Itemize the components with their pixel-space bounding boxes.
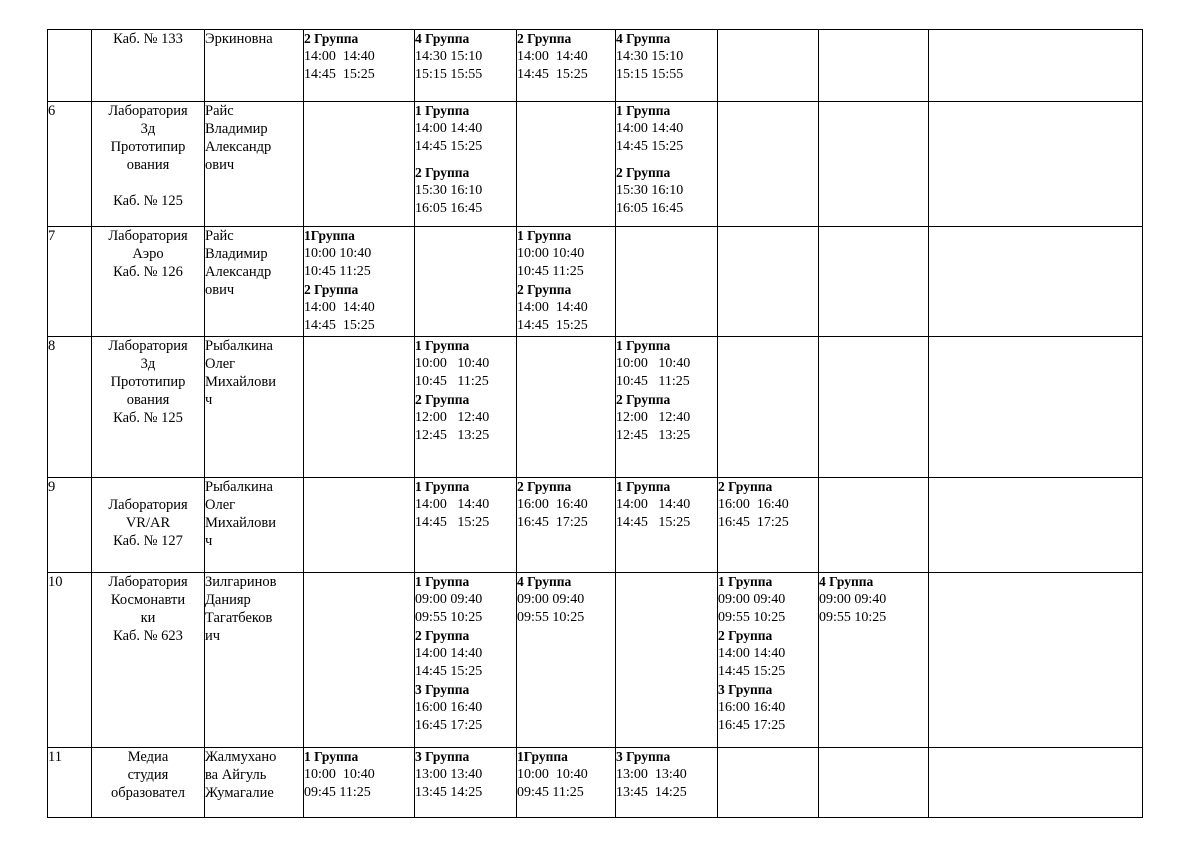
- time-range: 16:45 17:25: [718, 718, 786, 733]
- time-range: 14:00 14:40: [415, 121, 483, 136]
- teacher-cell: [205, 30, 304, 102]
- group-label: 2 Группа: [415, 392, 470, 407]
- group-label: 2 Группа: [304, 31, 359, 46]
- room-line: Каб. № 125: [113, 410, 183, 426]
- time-range: 12:45 13:25: [415, 428, 490, 443]
- group-label: 2 Группа: [415, 628, 470, 643]
- time-range: 14:45 15:25: [517, 67, 588, 82]
- schedule-body: [48, 30, 1143, 818]
- slot-cell: [304, 227, 415, 337]
- teacher-line: Михайлови: [205, 374, 276, 390]
- room-line: Космонавти: [110, 592, 186, 608]
- group-label: 1 Группа: [415, 103, 470, 118]
- row-number: 8: [48, 337, 92, 478]
- teacher-cell: [205, 102, 304, 227]
- group-label: 2 Группа: [415, 165, 470, 180]
- teacher-line: ич: [205, 628, 221, 644]
- group-label: 3 Группа: [616, 749, 671, 764]
- slot-cell: [929, 748, 1143, 818]
- row-number: 10: [48, 573, 92, 748]
- group-label: 3 Группа: [415, 682, 470, 697]
- group-label: 1 Группа: [415, 479, 470, 494]
- group-label: 1 Группа: [718, 574, 773, 589]
- room-line: ования: [126, 157, 170, 173]
- time-range: 12:45 13:25: [616, 428, 691, 443]
- time-range: 14:45 15:25: [304, 67, 375, 82]
- table-row: [48, 748, 1143, 818]
- slot-cell: [718, 30, 819, 102]
- spacer: [616, 156, 717, 164]
- time-range: 09:00 09:40: [819, 592, 887, 607]
- room-line: студия: [127, 767, 169, 783]
- slot-cell: [819, 30, 929, 102]
- room-line: [92, 478, 204, 496]
- teacher-cell: [205, 337, 304, 478]
- teacher-line: Данияр: [205, 592, 251, 608]
- time-range: 16:45 17:25: [415, 718, 483, 733]
- time-range: 16:00 16:40: [718, 700, 786, 715]
- group-label: 2 Группа: [616, 392, 671, 407]
- slot-cell: [718, 102, 819, 227]
- slot-cell: [517, 227, 616, 337]
- room-line: ования: [126, 392, 170, 408]
- teacher-line: Олег: [205, 356, 236, 372]
- group-label: 2 Группа: [718, 479, 773, 494]
- group-label: 4 Группа: [517, 574, 572, 589]
- room-line: Прототипир: [110, 374, 186, 390]
- slot-cell: [304, 337, 415, 478]
- room-line: Лаборатория: [108, 574, 188, 590]
- time-range: 10:00 10:40: [517, 246, 585, 261]
- slot-cell: [718, 227, 819, 337]
- teacher-line: Александр: [205, 264, 272, 280]
- table-row: [48, 30, 1143, 102]
- time-range: 10:00 10:40: [304, 246, 372, 261]
- slot-cell: [929, 227, 1143, 337]
- slot-cell: [819, 227, 929, 337]
- time-range: 14:30 15:10: [616, 49, 684, 64]
- time-range: 13:00 13:40: [616, 767, 687, 782]
- teacher-line: Жалмухано: [205, 749, 277, 765]
- time-range: 14:45 15:25: [517, 318, 588, 333]
- teacher-line: Зилгаринов: [205, 574, 277, 590]
- room-line: Медиа: [127, 749, 169, 765]
- teacher-cell: [205, 573, 304, 748]
- room-line: Каб. № 125: [113, 193, 183, 209]
- slot-cell: [616, 478, 718, 573]
- slot-cell: [517, 102, 616, 227]
- room-cell: [92, 573, 205, 748]
- teacher-line: Олег: [205, 497, 236, 513]
- teacher-line: Райс: [205, 228, 234, 244]
- row-number: 6: [48, 102, 92, 227]
- table-row: [48, 573, 1143, 748]
- time-range: 14:30 15:10: [415, 49, 483, 64]
- time-range: 09:55 10:25: [415, 610, 483, 625]
- teacher-line: ович: [205, 282, 235, 298]
- time-range: 14:45 15:25: [415, 139, 483, 154]
- group-label: 1Группа: [517, 749, 568, 764]
- teacher-line: Райс: [205, 103, 234, 119]
- teacher-cell: [205, 227, 304, 337]
- time-range: 14:45 15:25: [415, 515, 490, 530]
- time-range: 10:00 10:40: [517, 767, 588, 782]
- time-range: 10:00 10:40: [304, 767, 375, 782]
- time-range: 10:00 10:40: [415, 356, 490, 371]
- slot-cell: [718, 478, 819, 573]
- slot-cell: [819, 573, 929, 748]
- group-label: 2 Группа: [517, 31, 572, 46]
- slot-cell: [616, 227, 718, 337]
- slot-cell: [415, 30, 517, 102]
- slot-cell: [616, 30, 718, 102]
- group-label: 1 Группа: [616, 479, 671, 494]
- row-number: [48, 30, 92, 102]
- row-number: 7: [48, 227, 92, 337]
- time-range: 09:00 09:40: [718, 592, 786, 607]
- slot-cell: [616, 573, 718, 748]
- room-line: Лаборатория: [108, 228, 188, 244]
- slot-cell: [415, 102, 517, 227]
- time-range: 15:15 15:55: [616, 67, 684, 82]
- time-range: 10:00 10:40: [616, 356, 691, 371]
- time-range: 14:00 14:40: [304, 49, 375, 64]
- teacher-line: Эркиновна: [205, 31, 273, 47]
- slot-cell: [819, 748, 929, 818]
- slot-cell: [616, 748, 718, 818]
- group-label: 1 Группа: [616, 338, 671, 353]
- slot-cell: [304, 30, 415, 102]
- time-range: 14:00 14:40: [517, 300, 588, 315]
- slot-cell: [616, 102, 718, 227]
- room-line: Лаборатория: [108, 338, 188, 354]
- room-line: Каб. № 127: [113, 533, 183, 549]
- group-label: 1Группа: [304, 228, 355, 243]
- time-range: 13:45 14:25: [616, 785, 687, 800]
- slot-cell: [718, 337, 819, 478]
- time-range: 09:45 11:25: [517, 785, 584, 800]
- row-number: 9: [48, 478, 92, 573]
- teacher-line: Рыбалкина: [205, 479, 273, 495]
- room-cell: [92, 478, 205, 573]
- time-range: 14:00 14:40: [517, 49, 588, 64]
- teacher-line: Тагатбеков: [205, 610, 273, 626]
- slot-cell: [517, 30, 616, 102]
- group-label: 2 Группа: [517, 479, 572, 494]
- slot-cell: [929, 30, 1143, 102]
- time-range: 13:45 14:25: [415, 785, 483, 800]
- schedule-table: [47, 29, 1143, 818]
- teacher-cell: [205, 748, 304, 818]
- slot-cell: [517, 337, 616, 478]
- time-range: 14:00 14:40: [616, 497, 691, 512]
- time-range: 10:45 11:25: [304, 264, 371, 279]
- teacher-cell: [205, 478, 304, 573]
- slot-cell: [819, 478, 929, 573]
- time-range: 09:55 10:25: [517, 610, 585, 625]
- time-range: 13:00 13:40: [415, 767, 483, 782]
- time-range: 15:30 16:10: [415, 183, 483, 198]
- slot-cell: [718, 748, 819, 818]
- time-range: 14:00 14:40: [616, 121, 684, 136]
- slot-cell: [415, 748, 517, 818]
- room-line: 3д: [140, 121, 156, 137]
- time-range: 16:45 17:25: [517, 515, 588, 530]
- time-range: 14:00 14:40: [304, 300, 375, 315]
- room-line: Лаборатория: [108, 497, 188, 513]
- group-label: 1 Группа: [415, 574, 470, 589]
- room-cell: [92, 227, 205, 337]
- teacher-line: ва Айгуль: [205, 767, 267, 783]
- time-range: 12:00 12:40: [616, 410, 691, 425]
- room-cell: [92, 748, 205, 818]
- time-range: 16:05 16:45: [616, 201, 684, 216]
- slot-cell: [929, 102, 1143, 227]
- time-range: 14:45 15:25: [415, 664, 483, 679]
- time-range: 15:30 16:10: [616, 183, 684, 198]
- time-range: 16:05 16:45: [415, 201, 483, 216]
- teacher-line: Александр: [205, 139, 272, 155]
- slot-cell: [819, 337, 929, 478]
- slot-cell: [415, 337, 517, 478]
- teacher-line: ч: [205, 533, 213, 549]
- room-line: Каб. № 126: [113, 264, 183, 280]
- teacher-line: Владимир: [205, 246, 268, 262]
- time-range: 10:45 11:25: [517, 264, 584, 279]
- time-range: 16:45 17:25: [718, 515, 789, 530]
- time-range: 14:45 15:25: [616, 139, 684, 154]
- table-row: [48, 337, 1143, 478]
- slot-cell: [517, 748, 616, 818]
- slot-cell: [517, 573, 616, 748]
- time-range: 09:45 11:25: [304, 785, 371, 800]
- room-line: 3д: [140, 356, 156, 372]
- room-line: Аэро: [132, 246, 164, 262]
- slot-cell: [929, 573, 1143, 748]
- time-range: 14:00 14:40: [718, 646, 786, 661]
- room-line: Каб. № 133: [113, 31, 183, 47]
- teacher-line: Жумагалие: [205, 785, 274, 801]
- room-line: Прототипир: [110, 139, 186, 155]
- time-range: 09:00 09:40: [517, 592, 585, 607]
- room-cell: [92, 102, 205, 227]
- teacher-line: Владимир: [205, 121, 268, 137]
- room-line: VR/AR: [125, 515, 171, 531]
- time-range: 16:00 16:40: [718, 497, 789, 512]
- row-number: 11: [48, 748, 92, 818]
- table-row: [48, 478, 1143, 573]
- time-range: 10:45 11:25: [415, 374, 489, 389]
- teacher-line: ч: [205, 392, 213, 408]
- spacer: [415, 156, 516, 164]
- group-label: 3 Группа: [415, 749, 470, 764]
- group-label: 4 Группа: [415, 31, 470, 46]
- room-line: [92, 174, 204, 192]
- slot-cell: [415, 478, 517, 573]
- room-line: образовател: [111, 785, 185, 801]
- time-range: 09:55 10:25: [819, 610, 887, 625]
- group-label: 1 Группа: [415, 338, 470, 353]
- room-line: Лаборатория: [108, 103, 188, 119]
- room-line: ки: [140, 610, 156, 626]
- room-cell: [92, 337, 205, 478]
- slot-cell: [929, 478, 1143, 573]
- slot-cell: [929, 337, 1143, 478]
- time-range: 14:45 15:25: [616, 515, 691, 530]
- slot-cell: [415, 227, 517, 337]
- slot-cell: [718, 573, 819, 748]
- table-row: [48, 227, 1143, 337]
- group-label: 2 Группа: [616, 165, 671, 180]
- teacher-line: Михайлови: [205, 515, 276, 531]
- time-range: 12:00 12:40: [415, 410, 490, 425]
- group-label: 2 Группа: [517, 282, 572, 297]
- time-range: 15:15 15:55: [415, 67, 483, 82]
- group-label: 2 Группа: [718, 628, 773, 643]
- group-label: 3 Группа: [718, 682, 773, 697]
- time-range: 16:00 16:40: [517, 497, 588, 512]
- time-range: 14:45 15:25: [718, 664, 786, 679]
- group-label: 1 Группа: [517, 228, 572, 243]
- group-label: 1 Группа: [304, 749, 359, 764]
- slot-cell: [304, 102, 415, 227]
- time-range: 10:45 11:25: [616, 374, 690, 389]
- time-range: 09:55 10:25: [718, 610, 786, 625]
- group-label: 4 Группа: [819, 574, 874, 589]
- slot-cell: [819, 102, 929, 227]
- slot-cell: [304, 748, 415, 818]
- slot-cell: [304, 478, 415, 573]
- time-range: 14:00 14:40: [415, 497, 490, 512]
- group-label: 4 Группа: [616, 31, 671, 46]
- room-cell: [92, 30, 205, 102]
- teacher-line: ович: [205, 157, 235, 173]
- group-label: 1 Группа: [616, 103, 671, 118]
- group-label: 2 Группа: [304, 282, 359, 297]
- time-range: 09:00 09:40: [415, 592, 483, 607]
- time-range: 16:00 16:40: [415, 700, 483, 715]
- slot-cell: [304, 573, 415, 748]
- table-row: [48, 102, 1143, 227]
- time-range: 14:45 15:25: [304, 318, 375, 333]
- slot-cell: [517, 478, 616, 573]
- slot-cell: [616, 337, 718, 478]
- teacher-line: Рыбалкина: [205, 338, 273, 354]
- slot-cell: [415, 573, 517, 748]
- time-range: 14:00 14:40: [415, 646, 483, 661]
- room-line: Каб. № 623: [113, 628, 183, 644]
